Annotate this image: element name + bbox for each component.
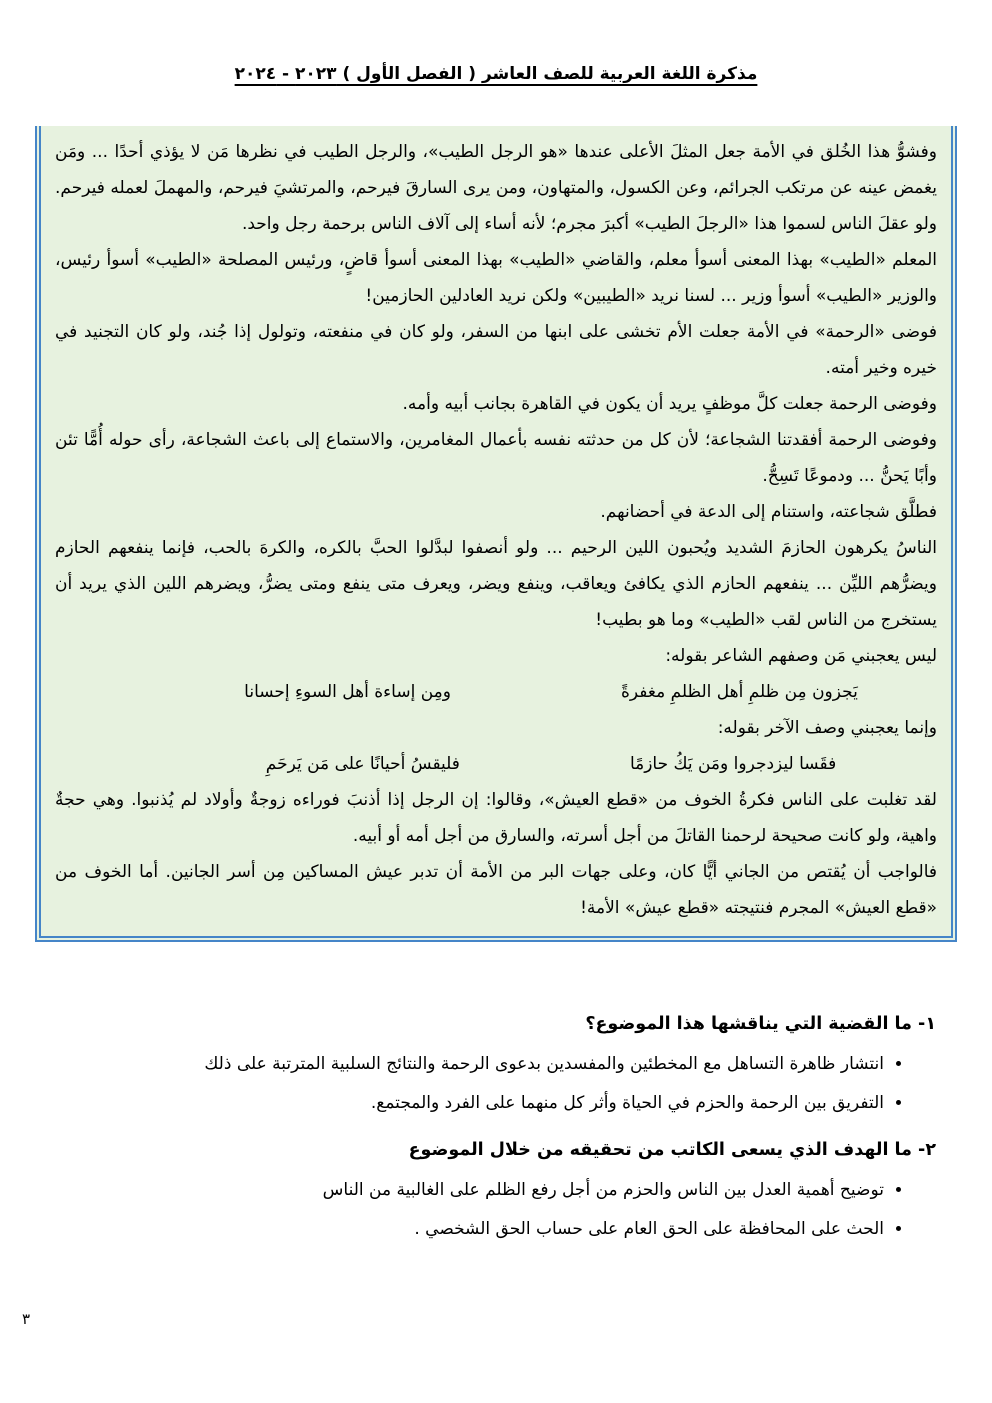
verse-left-hemistich: ومِن إساءة أهل السوءِ إحسانا bbox=[244, 682, 451, 702]
passage-paragraph: فطلَّق شجاعته، واستنام إلى الدعة في أحضانهم. bbox=[600, 502, 937, 522]
passage-paragraph: وفشوُّ هذا الخُلق في الأمة جعل المثلَ الأعلى عندها «هو الرجل الطيب»، والرجل الطيب في نظرها مَن لا يؤذي أحدًا ... ومَن يغمض عينه عن مرتكب الجرائم، وعن الكسول، والمتهاون، ومن يرى السارقَ فيرحم، والمرتشيَ فيرحم، والمهملَ لعمله فيرحم. ولو عقلَ الناس لسموا هذا «الرجلَ الطيب» أكبرَ مجرم؛ لأنه أساء إلى آلاف الناس برحمة رجل واحد. bbox=[55, 142, 937, 234]
question-1-bullets bbox=[40, 1048, 936, 1120]
verse-left-hemistich: فليقسُ أحيانًا على مَن يَرحَمِ bbox=[265, 754, 460, 774]
question-2-bullets bbox=[40, 1174, 936, 1246]
page-title: مذكرة اللغة العربية للصف العاشر ( الفصل الأول ) ٢٠٢٣ - ٢٠٢٤ bbox=[234, 64, 758, 84]
passage-paragraph: المعلم «الطيب» بهذا المعنى أسوأ معلم، والقاضي «الطيب» بهذا المعنى أسوأ قاضٍ، ورئيس المصلحة «الطيب» أسوأ رئيس، والوزير «الطيب» أسوأ وزير ... لسنا نريد «الطيبين» ولكن نريد العادلين الحازمين! bbox=[55, 250, 937, 306]
question-2-heading: ٢- ما الهدف الذي يسعى الكاتب من تحقيقه من خلال الموضوع bbox=[408, 1140, 936, 1160]
verse-right-hemistich: فقَسا ليزدجروا ومَن يَكُ حازمًا bbox=[629, 754, 837, 774]
page-number: ٣ bbox=[22, 1310, 31, 1328]
passage-paragraph: الناسُ يكرهون الحازمَ الشديد ويُحبون اللين الرحيم ... ولو أنصفوا لبدَّلوا الحبَّ بالكره، والكرهَ بالحب، فإنما ينفعهم الحازم ويضرُّهم الليِّن ... ينفعهم الحازم الذي يكافئ ويعاقب، وينفع ويضر، ويعرف متى ينفع ومتى يضرُّ، ويضرهم اللين الذي يريد أن يستخرج من الناس لقب «الطيب» وما هو بطيب! bbox=[55, 538, 937, 630]
questions-section bbox=[40, 1008, 936, 1246]
passage-paragraph: فالواجب أن يُقتص من الجاني أيًّا كان، وعلى جهات البر من الأمة أن تدبر عيش المساكين مِن أسر الجانين. أما الخوف من «قطع العيش» المجرم فنتيجته «قطع عيش» الأمة! bbox=[55, 862, 937, 918]
list-item: • انتشار ظاهرة التساهل مع المخطئين والمفسدين بدعوى الرحمة والنتائج السلبية المترتبة على ذلك bbox=[70, 1048, 884, 1081]
poetry-verse bbox=[55, 674, 937, 710]
poetry-intro: وإنما يعجبني وصف الآخر بقوله: bbox=[717, 718, 937, 738]
passage-paragraph: فوضى «الرحمة» في الأمة جعلت الأم تخشى على ابنها من السفر، ولو كان في منفعته، وتولول إذا جُند، ولو كان التجنيد في خيره وخير أمته. bbox=[55, 322, 937, 378]
poetry-verse bbox=[55, 746, 937, 782]
passage-paragraph: وفوضى الرحمة جعلت كلَّ موظفٍ يريد أن يكون في القاهرة بجانب أبيه وأمه. bbox=[402, 394, 937, 414]
question-1-heading: ١- ما القضية التي يناقشها هذا الموضوع؟ bbox=[585, 1014, 936, 1034]
list-item: • توضيح أهمية العدل بين الناس والحزم من أجل رفع الظلم على الغالبية من الناس bbox=[70, 1174, 884, 1207]
passage-paragraph: وفوضى الرحمة أفقدتنا الشجاعة؛ لأن كل من حدثته نفسه بأعمال المغامرين، والاستماع إلى باعث الشجاعة، رأى حوله أُمًّا تئن وأبًا يَحنُّ ... ودموعًا تَسِحُّ. bbox=[55, 430, 937, 486]
passage-paragraph: لقد تغلبت على الناس فكرةُ الخوف من «قطع العيش»، وقالوا: إن الرجل إذا أذنبَ فوراءه زوجةٌ وأولاد لم يُذنبوا. وهي حجةٌ واهية، ولو كانت صحيحة لرحمنا القاتلَ من أجل أسرته، والسارق من أجل أمه أو أبيه. bbox=[55, 790, 937, 846]
poetry-intro: ليس يعجبني مَن وصفهم الشاعر بقوله: bbox=[665, 646, 937, 666]
verse-right-hemistich: يَجزون مِن ظلمِ أهل الظلمِ مغفرةً bbox=[620, 682, 858, 702]
list-item: • الحث على المحافظة على الحق العام على حساب الحق الشخصي . bbox=[70, 1213, 884, 1246]
passage-box bbox=[35, 126, 957, 942]
list-item: • التفريق بين الرحمة والحزم في الحياة وأثر كل منهما على الفرد والمجتمع. bbox=[70, 1087, 884, 1120]
